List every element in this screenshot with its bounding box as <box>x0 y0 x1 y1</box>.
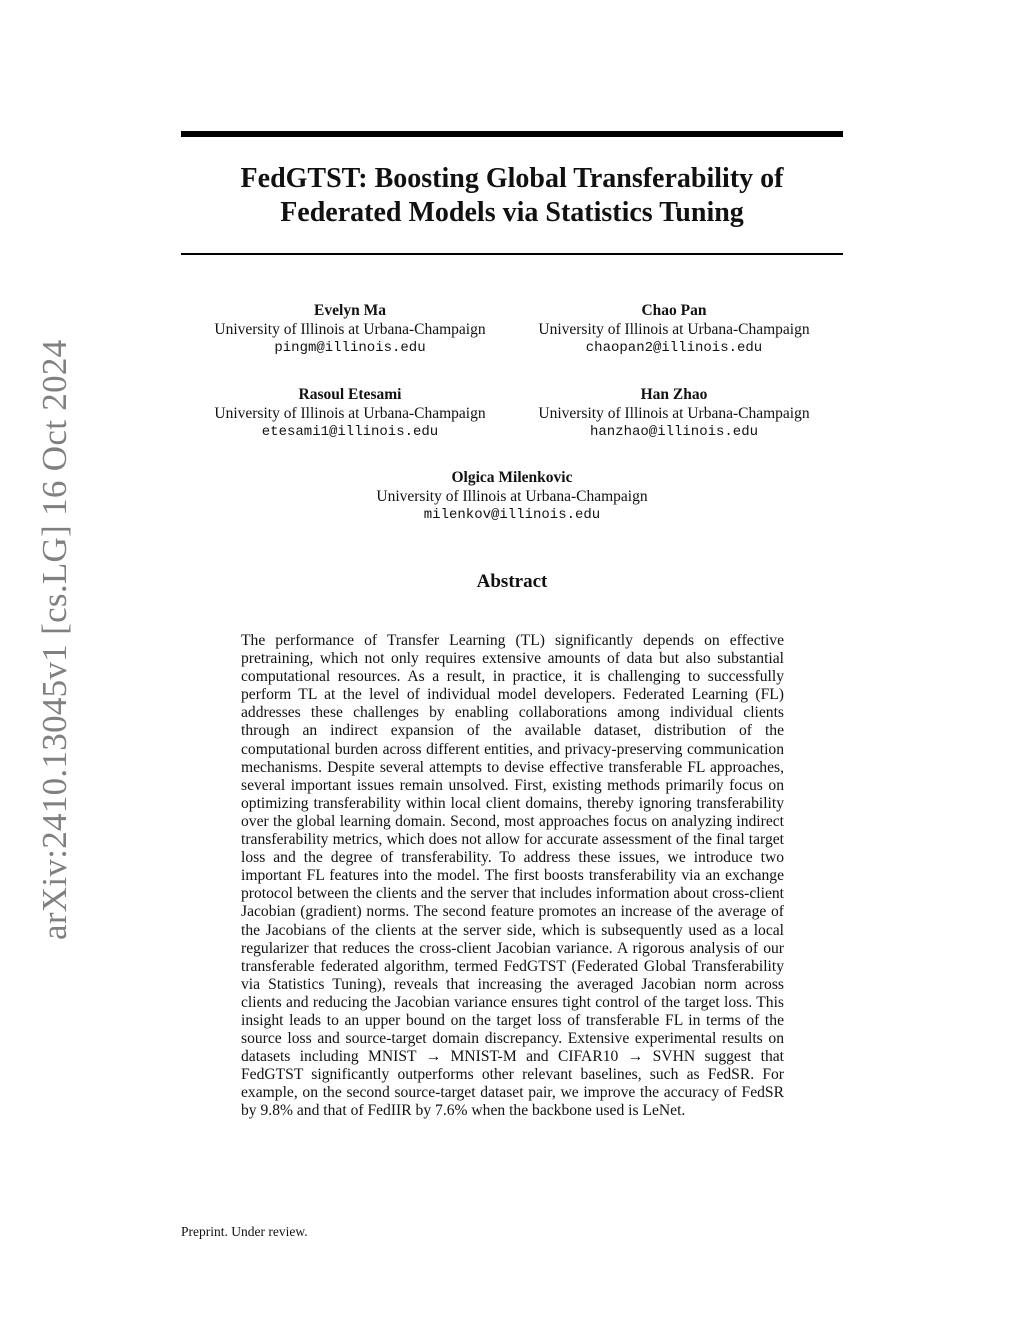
author-name: Evelyn Ma <box>314 302 386 319</box>
author-block-olgica-milenkovic <box>347 468 677 525</box>
author-affiliation: University of Illinois at Urbana-Champaign <box>538 405 810 422</box>
abstract-heading: Abstract <box>476 571 548 592</box>
title-bottom-rule <box>181 253 843 255</box>
abstract-text: The performance of Transfer Learning (TL) significantly depends on effective pretraining, which not only requires extensive amounts of data but also substantial computational resources. As a result, in practice, it is challenging to successfully perform TL at the level of individual model developers. Federated Learning (FL) addresses these challenges by enabling collaborations among individual clients through an indirect expansion of the available dataset, distribution of the computational burden across different entities, and privacy-preserving communication mechanisms. Despite several attempts to devise effective transferable FL approaches, several important issues remain unsolved. First, existing methods primarily focus on optimizing transferability within local client domains, thereby ignoring transferability over the global learning domain. Second, most approaches focus on analyzing indirect transferability metrics, which does not allow for accurate assessment of the final target loss and the degree of transferability. To address these issues, we introduce two important FL features into the model. The first boosts transferability via an exchange protocol between the clients and the server that includes information about cross-client Jacobian (gradient) norms. The second feature promotes an increase of the average of the Jacobians of the clients at the server side, which is subsequently used as a local regularizer that reduces the cross-client Jacobian variance. A rigorous analysis of our transferable federated algorithm, termed FedGTST (Federated Global Transferability via Statistics Tuning), reveals that increasing the averaged Jacobian norm across clients and reducing the Jacobian variance ensures tight control of the target loss. This insight leads to an upper bound on the target loss of transferable FL in terms of the source loss and source-target domain discrepancy. Extensive experimental results on datasets including MNIST → MNIST-M and CIFAR10 → SVHN suggest that FedGTST significantly outperforms other relevant baselines, such as FedSR. For example, on the second source-target dataset pair, we improve the accuracy of FedSR by 9.8% and that of FedIIR by 7.6% when the backbone used is LeNet. <box>241 632 784 1120</box>
author-email: etesami1@illinois.edu <box>261 424 439 440</box>
author-affiliation: University of Illinois at Urbana-Champaign <box>214 321 486 338</box>
preprint-footnote: Preprint. Under review. <box>181 1224 308 1239</box>
title-line-1: FedGTST: Boosting Global Transferability of <box>240 163 784 194</box>
author-email: hanzhao@illinois.edu <box>589 424 759 440</box>
author-block-evelyn-ma <box>185 301 515 358</box>
author-name: Rasoul Etesami <box>298 386 402 403</box>
title-line-2: Federated Models via Statistics Tuning <box>280 197 744 228</box>
author-email: chaopan2@illinois.edu <box>585 340 763 356</box>
paper-title <box>181 162 843 230</box>
author-block-chao-pan <box>509 301 839 358</box>
arxiv-identifier-stamp: arXiv:2410.13045v1 [cs.LG] 16 Oct 2024 <box>35 339 74 940</box>
author-name: Olgica Milenkovic <box>451 469 573 486</box>
author-name: Chao Pan <box>641 302 707 319</box>
title-top-rule <box>181 131 843 137</box>
author-block-rasoul-etesami <box>185 385 515 442</box>
author-block-han-zhao <box>509 385 839 442</box>
author-affiliation: University of Illinois at Urbana-Champaign <box>538 321 810 338</box>
author-affiliation: University of Illinois at Urbana-Champaign <box>214 405 486 422</box>
author-email: milenkov@illinois.edu <box>423 507 601 523</box>
author-affiliation: University of Illinois at Urbana-Champaign <box>376 488 648 505</box>
author-name: Han Zhao <box>640 386 708 403</box>
author-email: pingm@illinois.edu <box>274 340 426 356</box>
